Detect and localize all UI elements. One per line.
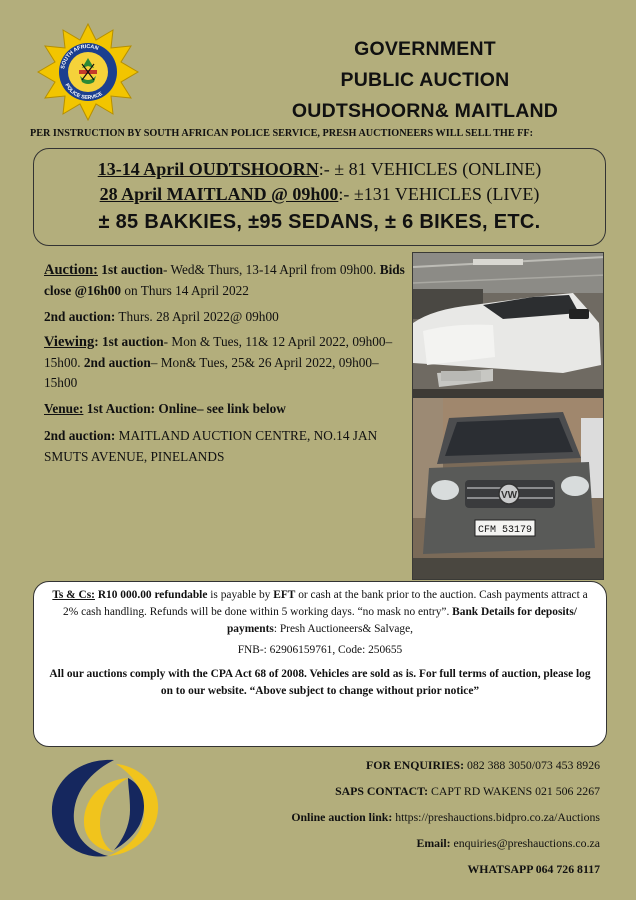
enquiries-label: FOR ENQUIRIES: [366,758,464,772]
whatsapp-line [180,856,600,882]
white-bakkie-photo [412,252,604,397]
auction-details [44,260,409,473]
instruction-post: PRESH AUCTIONEERS WILL SELL THE FF: [319,128,534,139]
venue-paragraph [44,399,409,419]
instruction-org: SOUTH AFRICAN POLICE SERVICE, [143,128,320,139]
venue-first-text: : Online– see link below [150,400,286,416]
saps-contact: CAPT RD WAKENS 021 506 2267 [428,784,600,798]
venue-second-paragraph [44,425,409,467]
maitland-date: 28 April MAITLAND @ 09h00 [99,184,339,204]
enquiries-line [180,752,600,778]
grey-amarok-photo [412,397,604,580]
bank-details-text: : Presh Auctioneers& Salvage, [273,623,414,635]
number-plate: CFM 53179 [477,525,533,536]
first-auction-dates: - Wed& Thurs, 13-14 April from 09h00. [163,262,377,277]
instruction-pre: PER INSTRUCTION BY [30,128,142,139]
svg-text:SOUTH AFRICAN: SOUTH AFRICAN [60,43,100,70]
bids-close-label: Bids close @16h00 [44,262,405,298]
whatsapp-number[interactable]: WHATSAPP 064 726 8117 [467,862,600,876]
second-auction-paragraph [44,307,409,327]
viewing-first-dates: - Mon & Tues, 11& 12 April 2022, 09h00–15h00. [44,334,393,371]
first-auction-label: 1st auction [97,262,163,277]
terms-box [33,581,607,747]
eft-label: EFT [273,589,296,601]
fnb-account: FNB-: 62906159761, Code: 250655 [237,644,403,656]
saps-line [180,778,600,804]
cpa-notice: All our auctions comply with the CPA Act 68 of 2008. Vehicles are sold as is. For full terms of auction, please log on to our website. “Above subject to change without prior notice” [49,668,591,697]
maitland-vehicles: :- ±131 VEHICLES (LIVE) [338,184,540,204]
auction-paragraph [44,260,409,301]
contact-details [180,752,600,882]
title-line-2: PUBLIC AUCTION [340,69,510,91]
second-auction-label: 2nd auction: [44,308,116,324]
viewing-paragraph [44,332,409,392]
venue-second-address: MAITLAND AUCTION CENTRE, NO.14 JAN SMUTS AVENUE, PINELANDS [44,427,378,464]
email-line [180,830,600,856]
viewing-label: Viewing [44,334,95,351]
second-auction-date: Thurs. 28 April 2022@ 09h00 [115,308,279,324]
saps-label: SAPS CONTACT: [335,784,429,798]
title-line-3: OUDTSHOORN& MAITLAND [291,100,559,122]
instruction-line [30,128,610,139]
venue-label: Venue: [44,400,84,416]
email-label: Email: [416,836,451,850]
bids-close-date: on Thurs 14 April 2022 [121,282,249,298]
saps-badge-icon [36,22,140,122]
venue-second-label: 2nd auction: [44,427,116,443]
title-line-1: GOVERNMENT [354,38,496,60]
enquiries-phone[interactable]: 082 388 3050/073 453 8926 [464,758,600,772]
terms-text-1: is payable by [207,589,274,601]
viewing-second-label: 2nd auction [83,355,151,371]
svg-text:VW: VW [500,490,518,501]
link-line [180,804,600,830]
oudtshoorn-date: 13-14 April OUDTSHOORN [97,159,319,179]
terms-text-2: or cash at the bank prior to the auction. Cash payments attract a 2% cash handling. Refunds will be done within 5 working days. “no mask no entry”. [63,589,588,618]
auction-link[interactable]: https://preshauctions.bidpro.co.za/Auctions [392,810,600,824]
banner-line-1 [34,157,605,182]
viewing-second-dates: – Mon& Tues, 25& 26 April 2022, 09h00–15h00 [44,355,379,390]
flyer-title [240,34,610,127]
venue-first-label: 1st Auction [83,400,151,416]
svg-text:POLICE SERVICE: POLICE SERVICE [63,82,104,102]
terms-text [44,587,596,638]
vehicle-mix: ± 85 BAKKIES, ±95 SEDANS, ± 6 BIKES, ETC. [98,211,541,233]
presh-logo-icon [44,752,174,862]
email-address[interactable]: enquiries@preshauctions.co.za [450,836,600,850]
viewing-first-label: : 1st auction [94,334,164,350]
auction-label: Auction: [44,262,98,278]
terms-label: Ts & Cs: [52,589,95,601]
bank-details-label: Bank Details for deposits/ payments [226,606,577,635]
refund-amount: R10 000.00 refundable [94,589,208,601]
oudtshoorn-vehicles: :- ± 81 VEHICLES (ONLINE) [318,159,542,179]
auction-dates-banner [33,148,606,246]
link-label: Online auction link: [291,810,393,824]
banner-line-2 [34,182,605,207]
